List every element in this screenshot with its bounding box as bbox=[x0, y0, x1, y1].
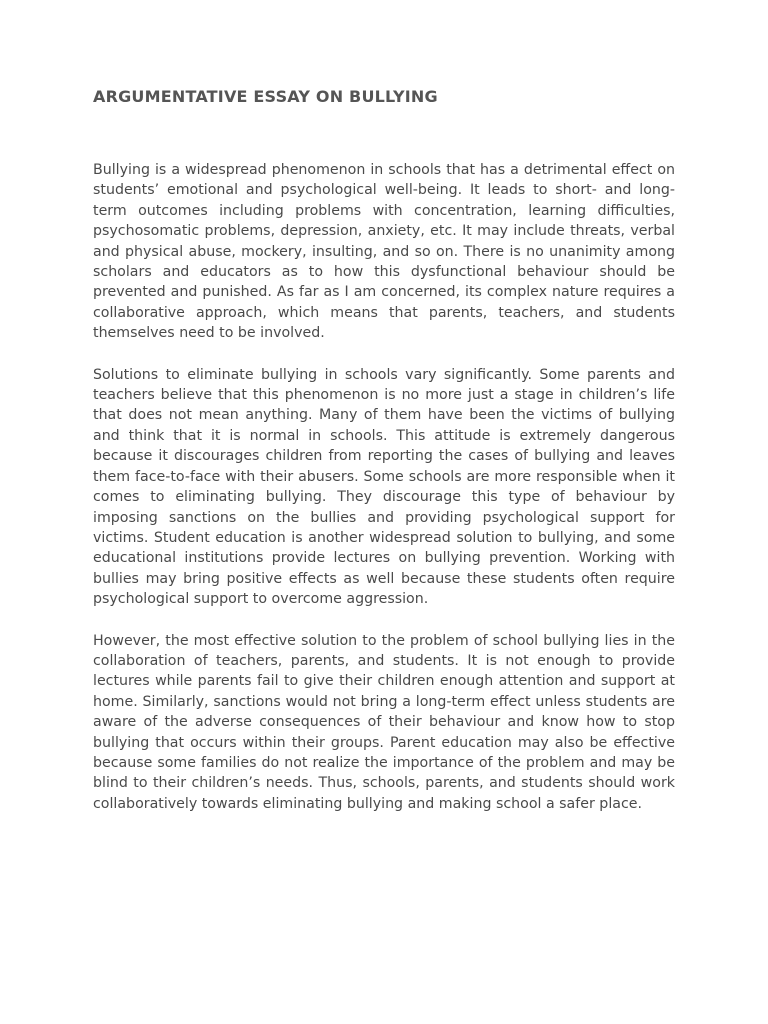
paragraph-3: However, the most effective solution to the problem of school bullying lies in the collaboration of teachers, parents, and students. It is not enough to provide lectures while parents fail to give their children enough attention and support at home. Similarly, sanctions would not bring a long-term effect unless students are aware of the adverse consequences of their behaviour and know how to stop bullying that occurs within their groups. Parent education may also be effective because some families do not realize the importance of the problem and may be blind to their children’s needs. Thus, schools, parents, and students should work collaboratively towards eliminating bullying and making school a safer place. bbox=[93, 632, 675, 812]
essay-title: ARGUMENTATIVE ESSAY ON BULLYING bbox=[93, 87, 438, 106]
paragraph-1: Bullying is a widespread phenomenon in schools that has a detrimental effect on students’ emotional and psychological well-being. It leads to short- and long-term outcomes including problems with concentration, learning difficulties, psychosomatic problems, depression, anxiety, etc. It may include threats, verbal and physical abuse, mockery, insulting, and so on. There is no unanimity among scholars and educators as to how this dysfunctional behaviour should be prevented and punished. As far as I am concerned, its complex nature requires a collaborative approach, which means that parents, teachers, and students themselves need to be involved. bbox=[93, 162, 675, 342]
paragraph-2: Solutions to eliminate bullying in schools vary significantly. Some parents and teachers believe that this phenomenon is no more just a stage in children’s life that does not mean anything. Many of them have been the victims of bullying and think that it is normal in schools. This attitude is extremely dangerous because it discourages children from reporting the cases of bullying and leaves them face-to-face with their abusers. Some schools are more responsible when it comes to eliminating bullying. They discourage this type of behaviour by imposing sanctions on the bullies and providing psychological support for victims. Student education is another widespread solution to bullying, and some educational institutions provide lectures on bullying prevention. Working with bullies may bring positive effects as well because these students often require psychological support to overcome aggression. bbox=[93, 366, 675, 608]
document-page bbox=[93, 86, 675, 835]
